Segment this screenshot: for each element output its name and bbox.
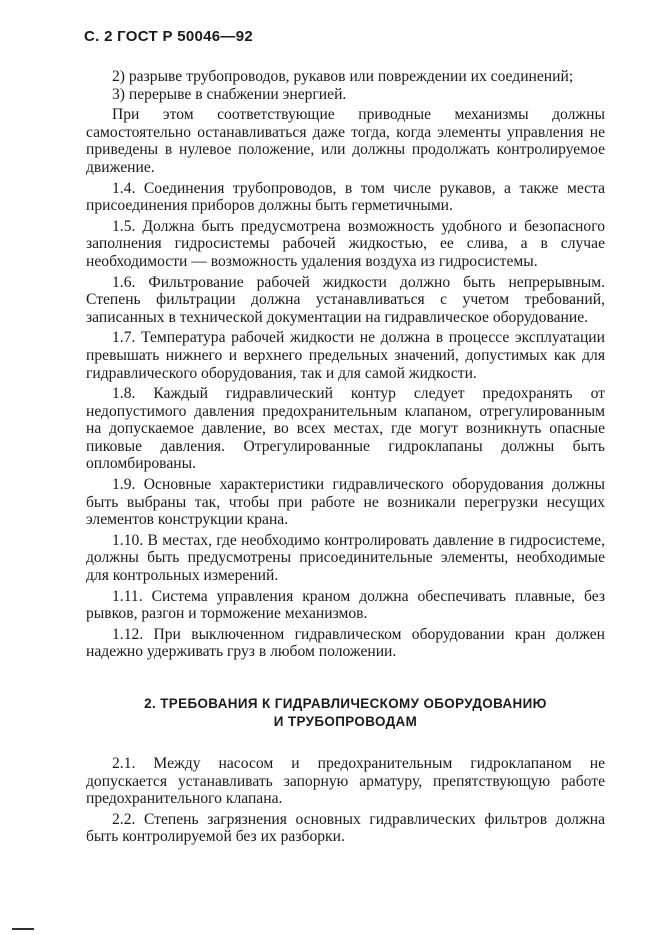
scan-corner-mark [12,928,34,930]
section-2-title-line2: И ТРУБОПРОВОДАМ [273,714,418,729]
clause-1-8: 1.8. Каждый гидравлический контур следует предохранять от недопустимого давления предохранительным клапаном, отрегулированным на допускаемое давление, во всех местах, где могут возникнуть опасные пиковые давления. Отрегулированные гидроклапаны должны быть опломбированы. [86,385,605,473]
list-item-pipe-rupture: 2) разрыве трубопроводов, рукавов или повреждении их соединений; [112,68,574,85]
list-item-power-interruption: 3) перерыве в снабжении энергией. [112,85,347,103]
running-header: С. 2 ГОСТ Р 50046—92 [84,28,254,45]
clause-2-2: 2.2. Степень загрязнения основных гидравлических фильтров должна быть контролируемой без их разборки. [86,810,605,846]
clause-1-11: 1.11. Система управления краном должна обеспечивать плавные, без рывков, разгон и торможение механизмов. [86,587,605,623]
clause-1-9: 1.9. Основные характеристики гидравлического оборудования должны быть выбраны так, чтобы при работе не возникали перегрузки несущих элементов конструкции крана. [86,476,605,529]
clause-1-12: 1.12. При выключенном гидравлическом оборудовании кран должен надежно удерживать груз в любом положении. [86,625,605,661]
clause-1-7: 1.7. Температура рабочей жидкости не должна в процессе эксплуатации превышать нижнего и верхнего предельных значений, допустимых как для гидравлического оборудования, так и для самой жидкости. [86,329,605,382]
clause-1-10: 1.10. В местах, где необходимо контролировать давление в гидросистеме, должны быть предусмотрены присоединительные элементы, необходимые для контрольных измерений. [86,531,605,585]
body-text [86,68,605,846]
paragraph-drives-stop: При этом соответствующие приводные механизмы должны самостоятельно останавливаться даже тогда, когда элементы управления не приведены в нулевое положение, или должны продолжать контролируемое движение. [86,106,605,176]
clause-1-4: 1.4. Соединения трубопроводов, в том числе рукавов, а также места присоединения приборов должны быть герметичными. [86,179,605,215]
clause-1-6: 1.6. Фильтрование рабочей жидкости должно быть непрерывным. Степень фильтрации должна устанавливаться с учетом требований, записанных в технической документации на гидравлическое оборудование. [86,273,605,326]
clause-1-5: 1.5. Должна быть предусмотрена возможность удобного и безопасного заполнения гидросистемы рабочей жидкостью, ее слива, а в случае необходимости — возможность удаления воздуха из гидросистемы. [86,217,605,270]
section-2-title [86,695,605,731]
clause-2-1: 2.1. Между насосом и предохранительным гидроклапаном не допускается устанавливать запорную арматуру, препятствующую работе предохранительного клапана. [86,755,605,808]
section-2-title-line1: 2. ТРЕБОВАНИЯ К ГИДРАВЛИЧЕСКОМУ ОБОРУДОВАНИЮ [144,696,547,711]
